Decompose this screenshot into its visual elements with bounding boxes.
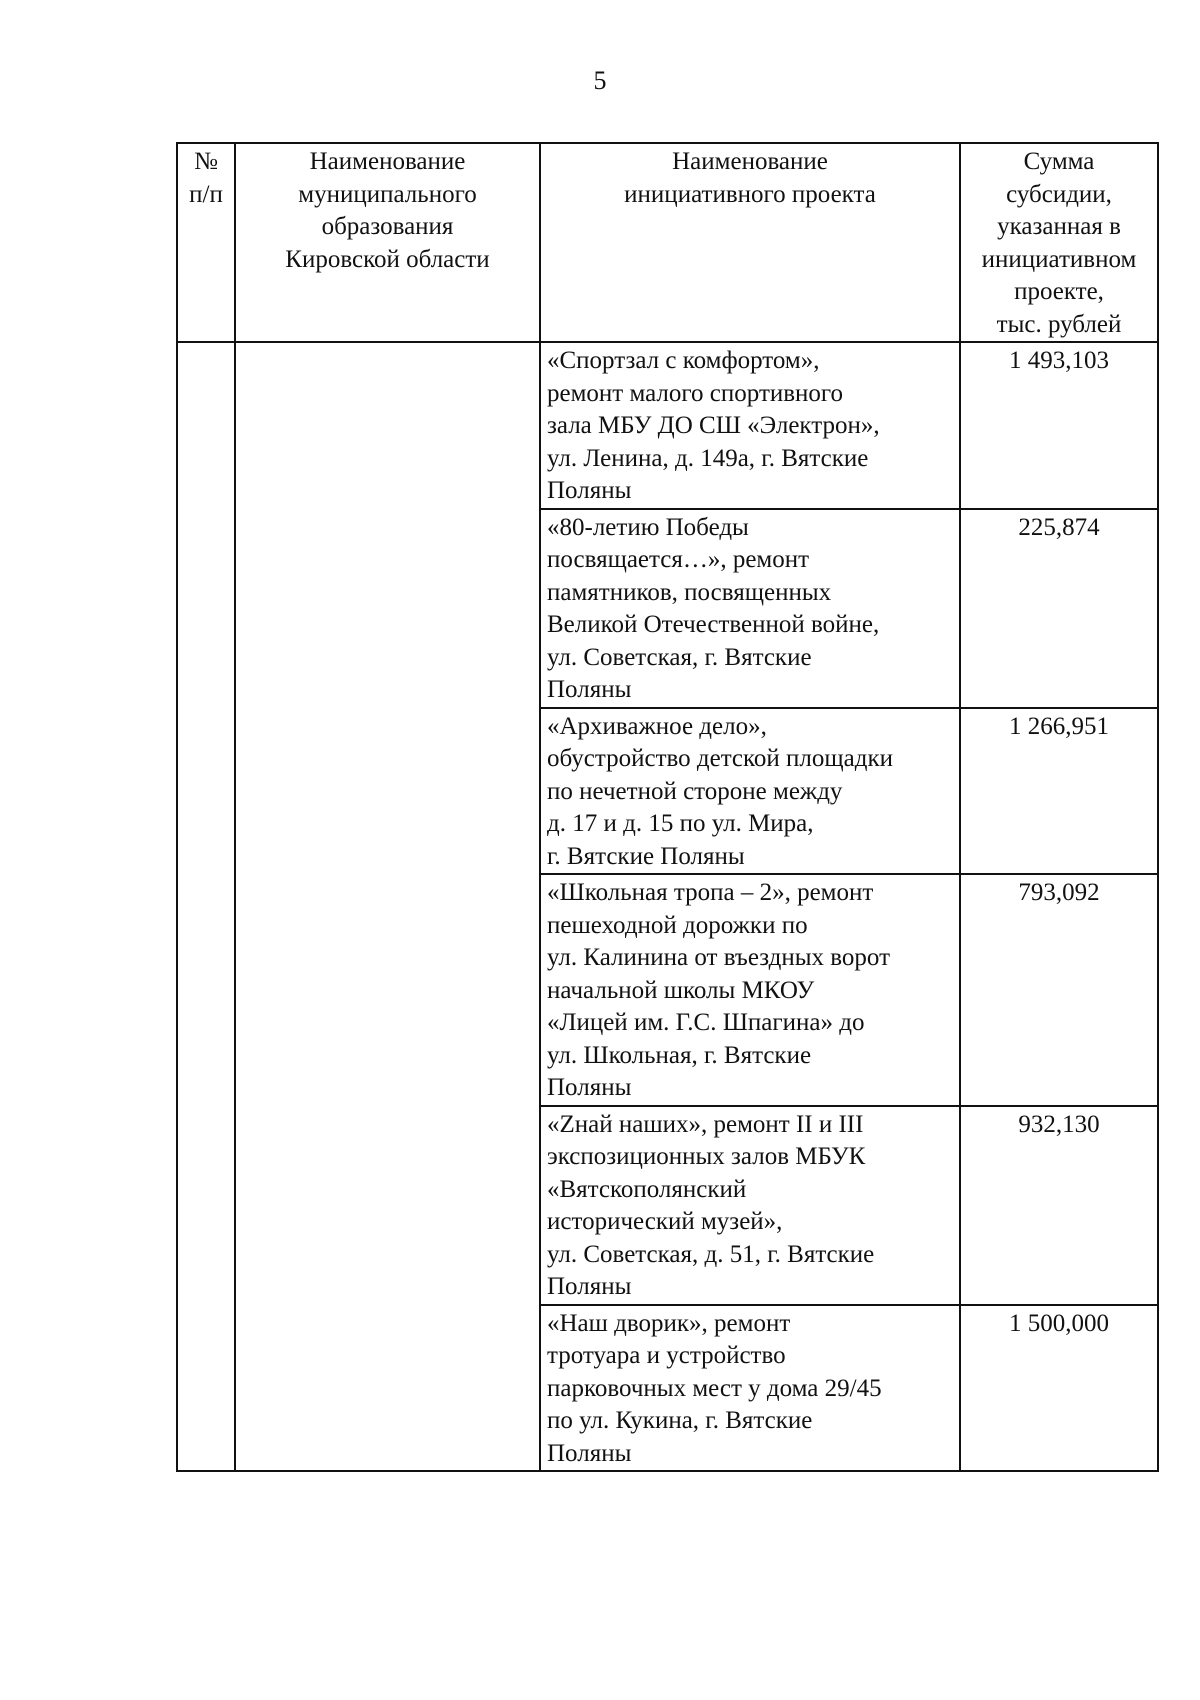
project-cell: «80-летию Победы посвящается…», ремонт памятников, посвященных Великой Отечественной войне, ул. Советская, г. Вятские Поляны [540,509,960,708]
project-cell: «Архиважное дело», обустройство детской площадки по нечетной стороне между д. 17 и д. 15 по ул. Мира, г. Вятские Поляны [540,708,960,875]
header-project: Наименование инициативного проекта [540,143,960,342]
table-row [177,342,1158,509]
subsidy-table [176,142,1159,1472]
header-sum: Сумма субсидии, указанная в инициативном проекте, тыс. рублей [960,143,1158,342]
header-number: № п/п [177,143,235,342]
municipality-cell [235,342,540,1471]
project-cell: «Zнай наших», ремонт II и III экспозиционных залов МБУК «Вятскополянский исторический музей», ул. Советская, д. 51, г. Вятские Поляны [540,1106,960,1305]
sum-cell: 1 266,951 [960,708,1158,875]
table-header-row [177,143,1158,342]
sum-cell: 932,130 [960,1106,1158,1305]
project-cell: «Наш дворик», ремонт тротуара и устройство парковочных мест у дома 29/45 по ул. Кукина, г. Вятские Поляны [540,1305,960,1472]
page-number: 5 [593,66,607,95]
sum-cell: 793,092 [960,874,1158,1106]
number-cell [177,342,235,1471]
sum-cell: 225,874 [960,509,1158,708]
sum-cell: 1 493,103 [960,342,1158,509]
project-cell: «Школьная тропа – 2», ремонт пешеходной дорожки по ул. Калинина от въездных ворот начальной школы МКОУ «Лицей им. Г.С. Шпагина» до ул. Школьная, г. Вятские Поляны [540,874,960,1106]
sum-cell: 1 500,000 [960,1305,1158,1472]
header-municipality: Наименование муниципального образования Кировской области [235,143,540,342]
project-cell: «Спортзал с комфортом», ремонт малого спортивного зала МБУ ДО СШ «Электрон», ул. Ленина, д. 149а, г. Вятские Поляны [540,342,960,509]
